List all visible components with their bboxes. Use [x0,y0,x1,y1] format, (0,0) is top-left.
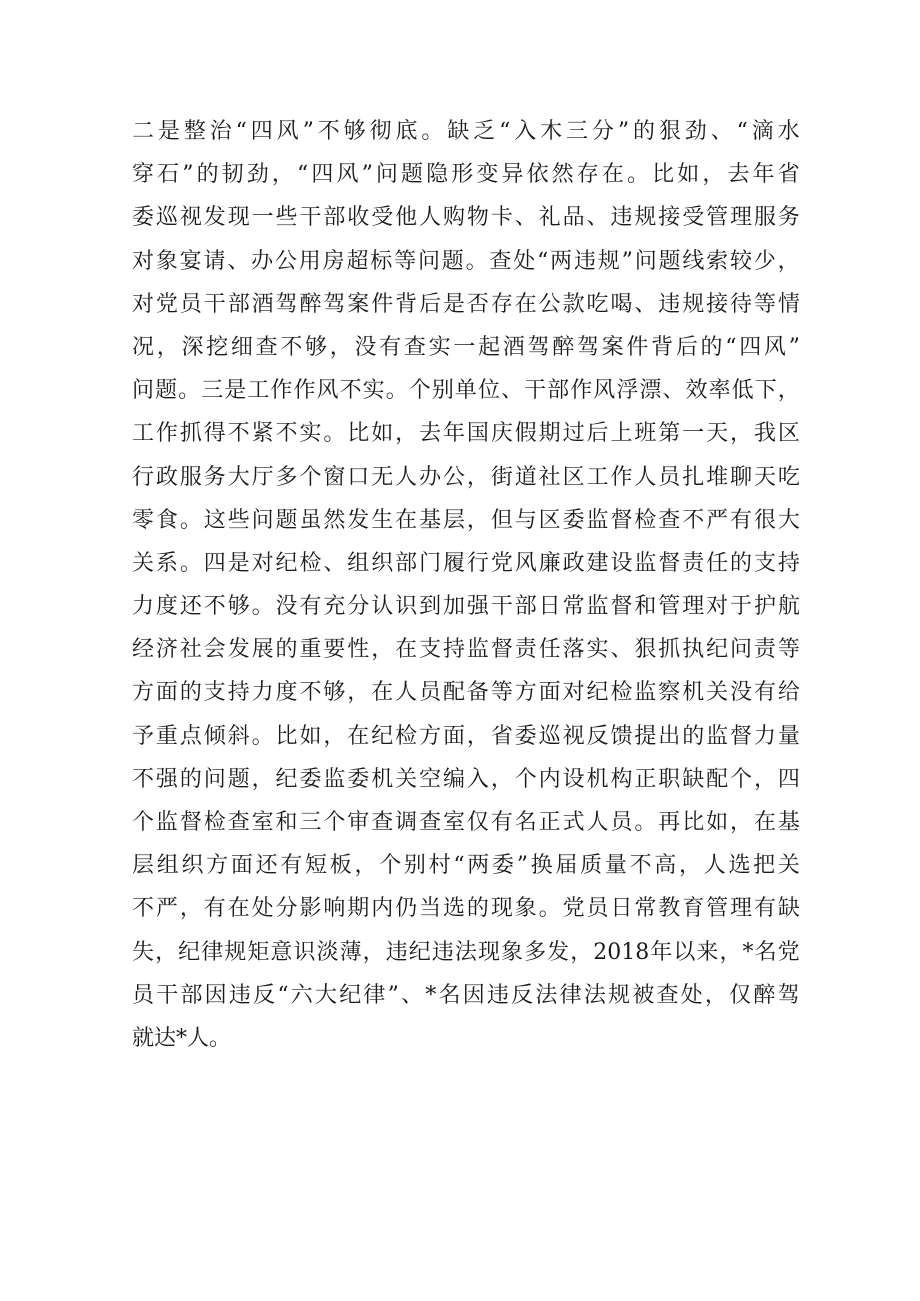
text-line: 对 党 员 干 部 酒 驾 醉 驾 案 件 背 后 是 否 存 在 公 款 吃 喝 、 违 规 接 待 等 情 [132,291,800,317]
text-line: 力 度 还 不 够 。 没 有 充 分 认 识 到 加 强 干 部 日 常 监 督 和 管 理 对 于 护 航 [132,594,800,620]
text-line: 委 巡 视 发 现 一 些 干 部 收 受 他 人 购 物 卡 、 礼 品 、 违 规 接 受 管 理 服 务 [132,205,800,231]
text-line: 个 监 督 检 查 室 和 三 个 审 查 调 查 室 仅 有 名 正 式 人 员 。 再 比 如 ， 在 基 [132,810,800,835]
text-line: 穿 石 ” 的 韧 劲 ， “ 四 风 ” 问 题 隐 形 变 异 依 然 存 在 。 比 如 ， 去 年 省 [132,162,800,188]
text-line: 不 强 的 问 题 ， 纪 委 监 委 机 关 空 编 入 ， 个 内 设 机 构 正 职 缺 配 个 ， 四 [132,766,800,792]
text-line: 就达*人。 [132,1025,232,1051]
text-line: 对 象 宴 请 、 办 公 用 房 超 标 等 问 题 。 查 处 “ 两 违 规 ” 问 题 线 索 较 少 ， [132,248,800,274]
text-line: 经 济 社 会 发 展 的 重 要 性 ， 在 支 持 监 督 责 任 落 实 、 狠 抓 执 纪 问 责 等 [132,637,800,663]
text-line: 不 严 ， 有 在 处 分 影 响 期 内 仍 当 选 的 现 象 。 党 员 日 常 教 育 管 理 有 缺 [132,896,800,922]
text-line: 失 ， 纪 律 规 矩 意 识 淡 薄 ， 违 纪 违 法 现 象 多 发 ， 2018 年 以 来 ， * 名 党 [132,939,800,965]
body-paragraph [132,110,800,1060]
text-line: 工 作 抓 得 不 紧 不 实 。 比 如 ， 去 年 国 庆 假 期 过 后 上 班 第 一 天 ， 我 区 [132,421,800,447]
text-line: 问 题 。 三 是 工 作 作 风 不 实 。 个 别 单 位 、 干 部 作 风 浮 漂 、 效 率 低 下 ， [132,378,800,404]
text-line: 行 政 服 务 大 厅 多 个 窗 口 无 人 办 公 ， 街 道 社 区 工 作 人 员 扎 堆 聊 天 吃 [132,464,800,490]
text-line: 方 面 的 支 持 力 度 不 够 ， 在 人 员 配 备 等 方 面 对 纪 检 监 察 机 关 没 有 给 [132,680,800,706]
text-line: 零 食 。 这 些 问 题 虽 然 发 生 在 基 层 ， 但 与 区 委 监 督 检 查 不 严 有 很 大 [132,507,800,533]
text-line: 关 系 。 四 是 对 纪 检 、 组 织 部 门 履 行 党 风 廉 政 建 设 监 督 责 任 的 支 持 [132,550,800,576]
text-line: 层 组 织 方 面 还 有 短 板 ， 个 别 村 “ 两 委 ” 换 届 质 量 不 高 ， 人 选 把 关 [132,853,800,879]
text-line: 二 是 整 治 “ 四 风 ” 不 够 彻 底 。 缺 乏 “ 入 木 三 分 ” 的 狠 劲 、 “ 滴 水 [132,119,800,144]
text-line: 予 重 点 倾 斜 。 比 如 ， 在 纪 检 方 面 ， 省 委 巡 视 反 馈 提 出 的 监 督 力 量 [132,723,800,749]
text-line: 员 干 部 因 违 反 “ 六 大 纪 律 ” 、 * 名 因 违 反 法 律 法 规 被 查 处 ， 仅 醉 驾 [132,982,800,1008]
text-line: 况 ， 深 挖 细 查 不 够 ， 没 有 查 实 一 起 酒 驾 醉 驾 案 件 背 后 的 “ 四 风 ” [132,334,800,360]
